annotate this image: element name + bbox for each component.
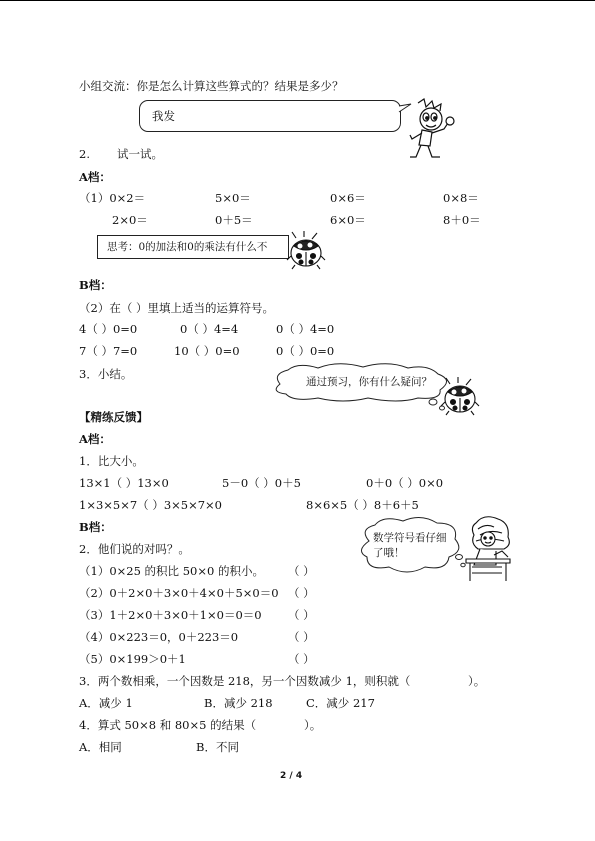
judge-answer-paren: （ ）: [288, 586, 315, 600]
discussion-prompt: 小组交流：你是怎么计算这些算式的？结果是多少？: [79, 79, 344, 93]
cartoon-boy-icon: [404, 99, 464, 161]
b-row1-item: 0（ ）4=0: [276, 322, 335, 336]
q4-text: 4．算式 50×8 和 80×5 的结果（: [79, 718, 257, 732]
top-rule: [0, 0, 595, 1]
try-text: 试一试。: [117, 147, 163, 161]
feedback-b-heading: B档：: [79, 520, 112, 534]
b-instruction: （2）在（ ）里填上适当的运算符号。: [79, 301, 274, 315]
q4-option: B．不同: [196, 740, 239, 754]
speech-bubble-text: 我发: [152, 109, 175, 123]
a-row2-item: 2×0＝: [112, 213, 148, 227]
ladybug-icon: [286, 232, 326, 270]
a-row1-item: 5×0＝: [215, 191, 251, 205]
judge-item: （5）0×199＞0＋1: [79, 652, 186, 666]
judge-item: （1）0×25 的积比 50×0 的积小。: [79, 564, 264, 578]
cartoon-girl-writing-icon: [462, 515, 522, 585]
b-row1-item: 4（ ）0=0: [79, 322, 138, 336]
think-box: [97, 235, 289, 259]
feedback-a-heading: A档：: [79, 432, 111, 446]
judge-item: （4）0×223＝0，0＋223＝0: [79, 630, 239, 644]
summary-cloud-text: 通过预习，你有什么疑问？: [306, 376, 432, 388]
a-row2-item: 6×0＝: [330, 213, 366, 227]
think-text: 思考：0的加法和0的乘法有什么不: [107, 241, 268, 253]
a-row1-item: 0×6＝: [330, 191, 366, 205]
b-row2-item: 7（ ）7=0: [79, 344, 138, 358]
summary-label: 3．小结。: [79, 367, 133, 381]
math-cloud-text: 数学符号看仔细了哦！: [373, 532, 447, 559]
q4-option: A．相同: [79, 740, 122, 754]
a-row1-item: （1）0×2＝: [79, 191, 146, 205]
judge-answer-paren: （ ）: [288, 608, 315, 622]
speech-bubble: [139, 100, 401, 132]
a-row2-item: 0＋5＝: [215, 213, 253, 227]
judge-item: （3）1＋2×0＋3×0＋1×0＝0＝0: [79, 608, 262, 622]
feedback-title: 【精练反馈】: [79, 410, 148, 424]
compare-item: 8×6×5（ ）8＋6＋5: [306, 498, 419, 512]
try-label: 2.: [79, 147, 90, 161]
b-row2-item: 0（ ）0=0: [276, 344, 335, 358]
compare-item: 5－0（ ）0＋5: [222, 476, 301, 490]
a-row1-item: 0×8＝: [443, 191, 479, 205]
judge-answer-paren: （ ）: [288, 564, 315, 578]
judge-answer-paren: （ ）: [288, 652, 315, 666]
judge-answer-paren: （ ）: [288, 630, 315, 644]
q3-text: 3．两个数相乘，一个因数是 218，另一个因数减少 1，则积就（: [79, 674, 411, 688]
q3-option: A．减少 1: [79, 696, 133, 710]
q3-end: ）。: [468, 674, 486, 688]
q3-option: C．减少 217: [306, 696, 375, 710]
judge-label: 2．他们说的对吗？。: [79, 542, 190, 556]
compare-item: 1×3×5×7（ ）3×5×7×0: [79, 498, 223, 512]
judge-item: （2）0＋2×0＋3×0＋4×0＋5×0＝0: [79, 586, 279, 600]
a-row2-item: 8＋0＝: [443, 213, 481, 227]
b-level-heading: B档：: [79, 278, 112, 292]
compare-item: 0＋0（ ）0×0: [366, 476, 444, 490]
page-number: 2 / 4: [280, 771, 303, 781]
b-row1-item: 0（ ）4=4: [180, 322, 239, 336]
compare-item: 13×1（ ）13×0: [79, 476, 169, 490]
ladybug-icon: [440, 378, 480, 416]
compare-label: 1．比大小。: [79, 454, 144, 468]
b-row2-item: 10（ ）0=0: [174, 344, 240, 358]
q4-end: ）。: [304, 718, 322, 732]
a-level-heading: A档：: [79, 170, 111, 184]
q3-option: B．减少 218: [204, 696, 273, 710]
